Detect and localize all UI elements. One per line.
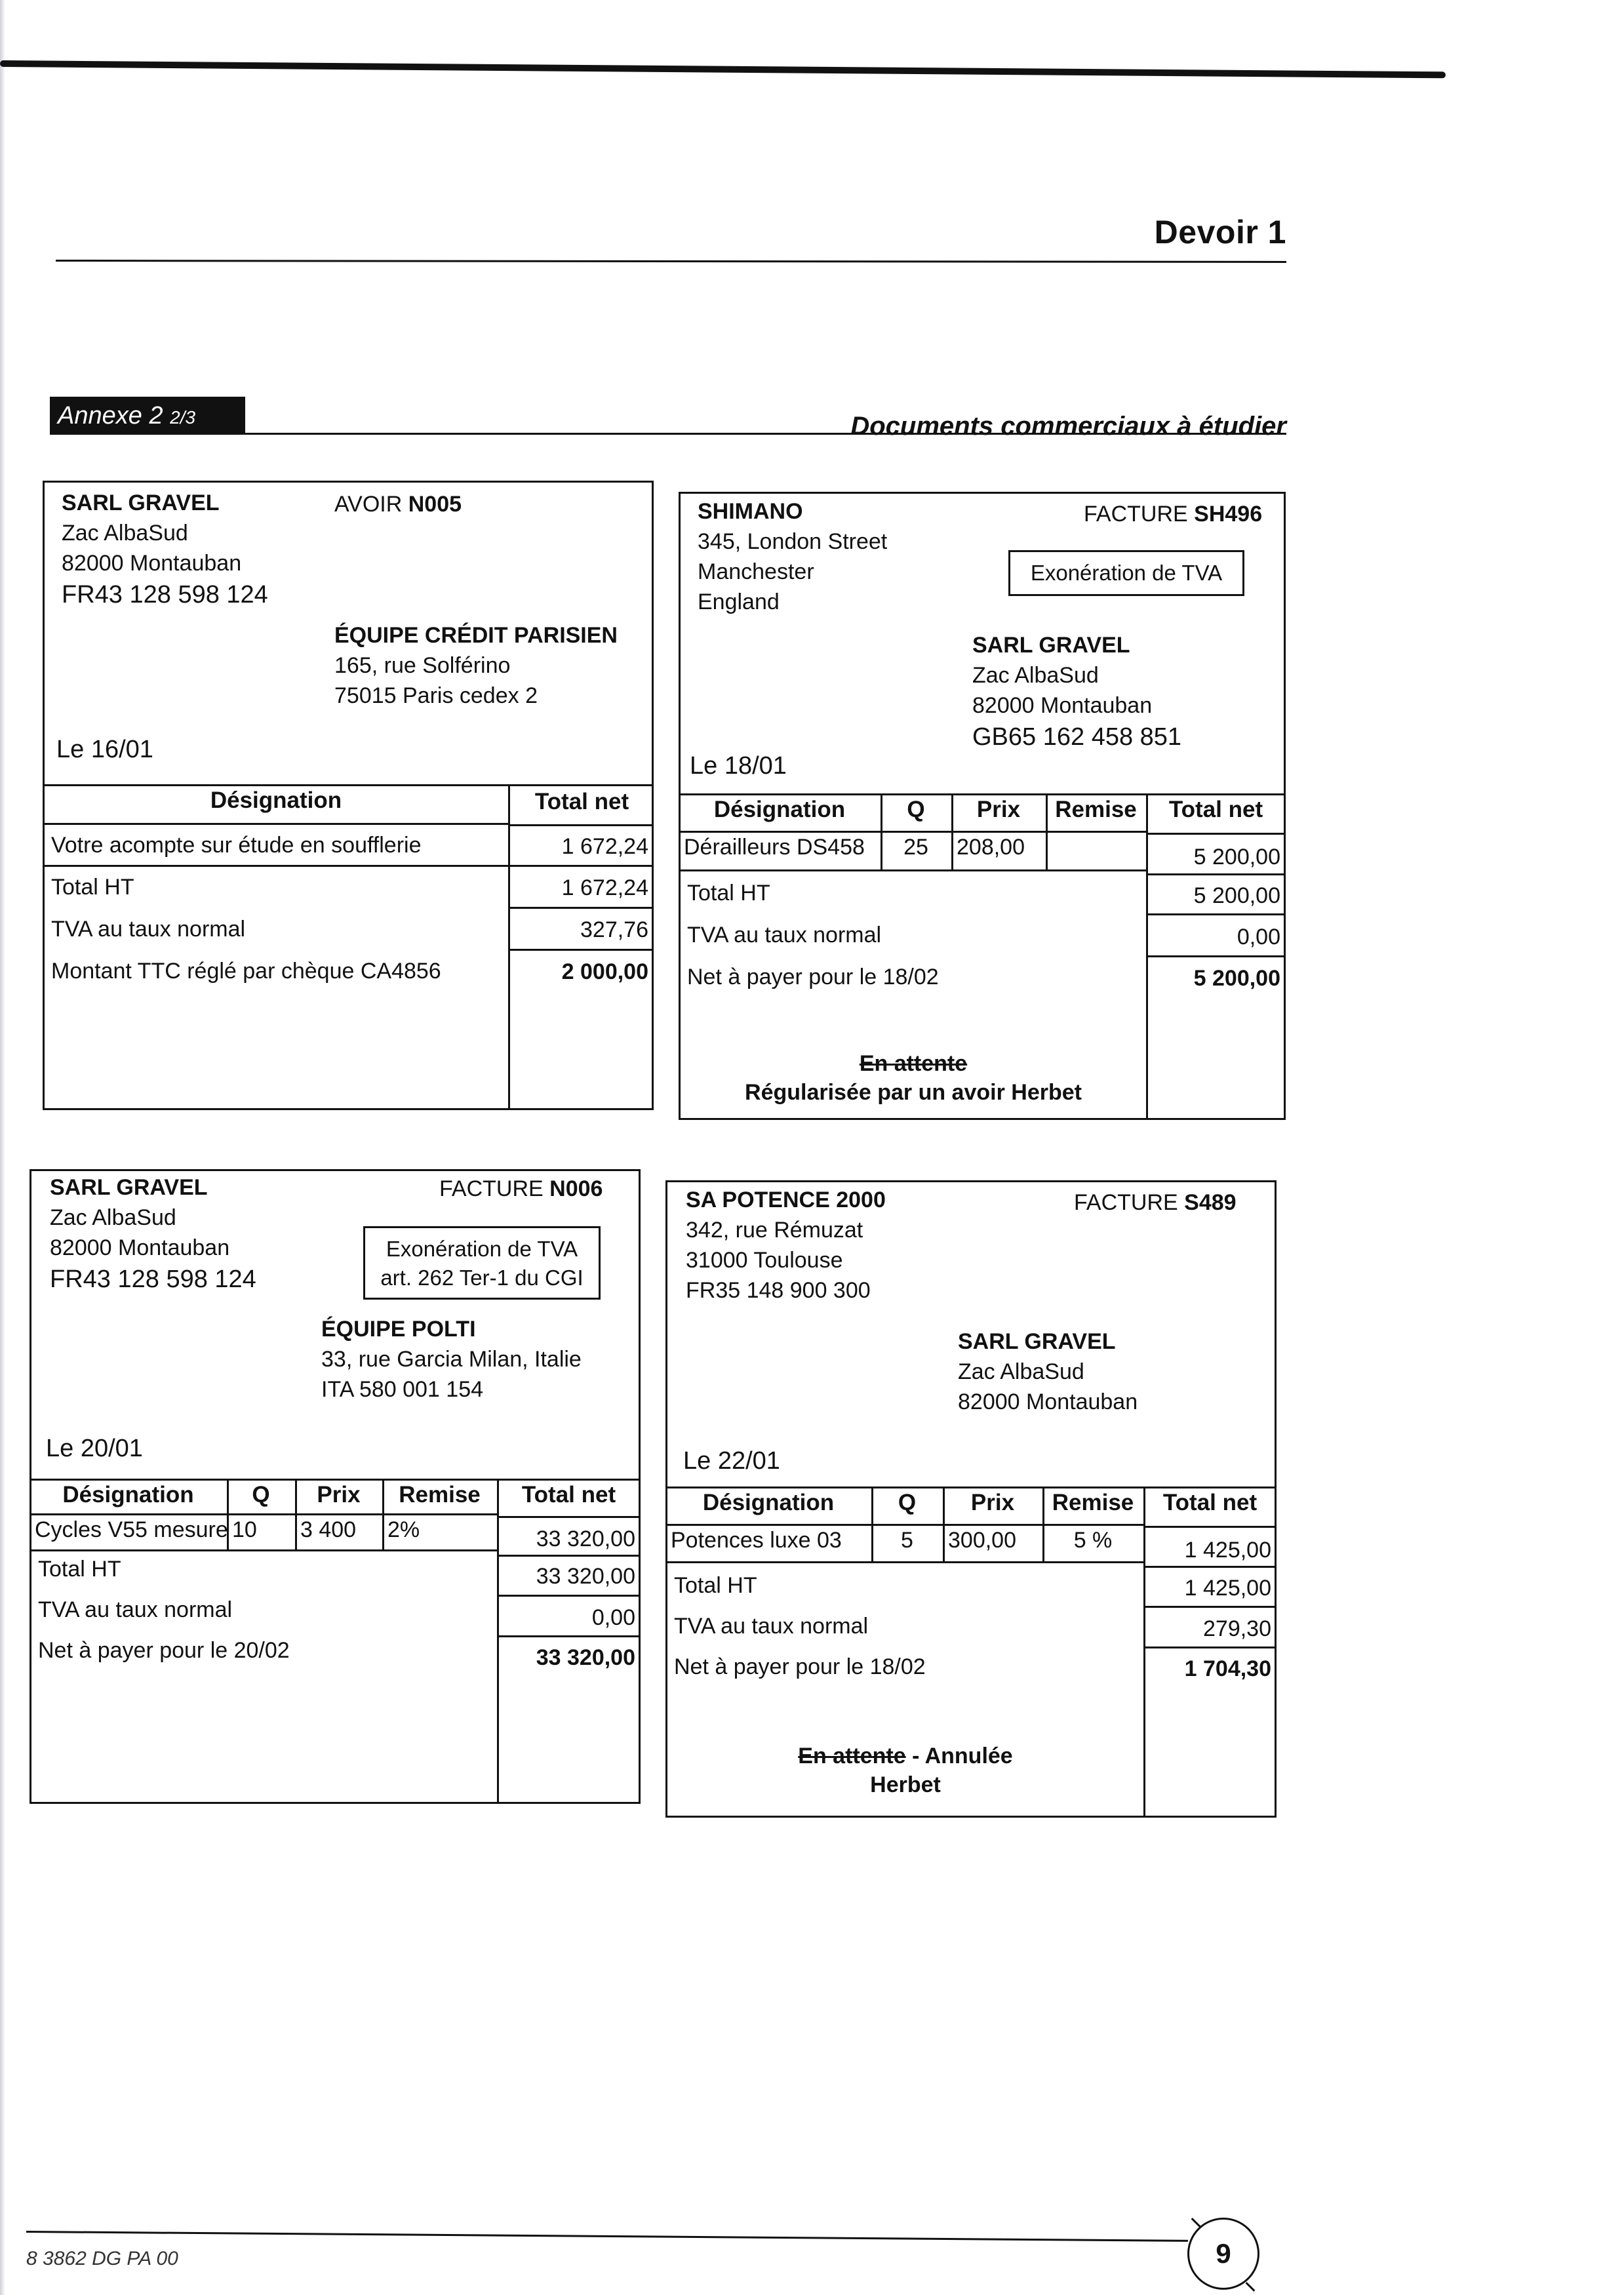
page-badge-tick [1191, 2218, 1201, 2227]
annexe-tag [50, 397, 245, 435]
row-total: 1 672,24 [508, 825, 654, 867]
doc-title [1084, 499, 1262, 529]
doc-title [334, 489, 462, 519]
total-value: 1 704,30 [1184, 1656, 1271, 1681]
total-label: TVA au taux normal [38, 1597, 233, 1622]
row-designation: Cycles V55 mesure [30, 1513, 229, 1551]
total-label: TVA au taux normal [674, 1614, 869, 1639]
col-header: Désignation [665, 1487, 873, 1526]
col-header: Q [871, 1487, 945, 1526]
total-value: 2 000,00 [561, 959, 648, 984]
recipient-name: SARL GRAVEL [958, 1329, 1116, 1354]
total-value: 1 425,00 [1143, 1566, 1277, 1608]
page-title: Devoir 1 [1154, 214, 1286, 250]
issuer-name: SARL GRAVEL [50, 1175, 208, 1200]
col-header: Remise [382, 1479, 499, 1515]
issuer-name: SA POTENCE 2000 [686, 1187, 886, 1212]
issuer-line: Zac AlbaSud [62, 521, 188, 546]
total-value: 5 200,00 [1193, 966, 1280, 991]
doc-number: S489 [1184, 1190, 1237, 1215]
row-quantity: 10 [227, 1513, 297, 1551]
issuer-line: Manchester [698, 559, 814, 584]
status-struck-text: En attente [859, 1051, 968, 1076]
total-label: Net à payer pour le 18/02 [687, 965, 939, 989]
row-quantity: 5 [871, 1524, 945, 1563]
status-note-2: Herbet [870, 1772, 941, 1797]
doc-title [1074, 1187, 1237, 1218]
total-label: Montant TTC réglé par chèque CA4856 [51, 959, 441, 984]
doc-date: Le 20/01 [46, 1435, 143, 1462]
recipient-line: Zac AlbaSud [958, 1359, 1084, 1384]
doc-date: Le 18/01 [690, 752, 787, 780]
section-title: Documents commerciaux à étudier [850, 412, 1286, 441]
doc-date: Le 22/01 [683, 1447, 780, 1475]
total-value: 33 320,00 [536, 1645, 635, 1670]
col-header: Désignation [30, 1479, 229, 1515]
footer-code: 8 3862 DG PA 00 [26, 2248, 178, 2269]
scan-edge [0, 0, 5, 2295]
issuer-name: SARL GRAVEL [62, 490, 220, 515]
row-total: 5 200,00 [1146, 833, 1286, 875]
issuer-line: 342, rue Rémuzat [686, 1218, 863, 1243]
total-value: 33 320,00 [497, 1555, 641, 1597]
total-label: TVA au taux normal [687, 923, 882, 948]
col-header: Q [881, 793, 953, 833]
status-note: Régularisée par un avoir Herbet [745, 1080, 1082, 1105]
row-price: 300,00 [943, 1524, 1044, 1563]
recipient-line: 165, rue Solférino [334, 653, 511, 678]
row-total: 1 425,00 [1143, 1526, 1277, 1568]
col-header: Total net [521, 1482, 616, 1507]
status-struck [681, 1048, 1146, 1079]
vat-exemption-box [1008, 550, 1244, 596]
vat-exemption-box [363, 1226, 601, 1300]
doc-number: N005 [408, 492, 462, 517]
total-value: 0,00 [497, 1597, 641, 1637]
col-header: Total net [1162, 1490, 1258, 1515]
doc-title [439, 1174, 603, 1204]
total-label: Total HT [674, 1573, 757, 1598]
facture-sh496 [679, 492, 1286, 1120]
row-designation: Dérailleurs DS458 [679, 831, 882, 871]
row-designation: Votre acompte sur étude en soufflerie [51, 833, 422, 858]
total-label: Total HT [51, 875, 134, 900]
status-line [667, 1741, 1143, 1771]
total-label: TVA au taux normal [51, 917, 246, 942]
row-discount: 5 % [1042, 1524, 1145, 1563]
total-label: Net à payer pour le 18/02 [674, 1654, 926, 1679]
row-price: 3 400 [295, 1513, 384, 1551]
total-label: Net à payer pour le 20/02 [38, 1638, 290, 1663]
doc-type: AVOIR [334, 492, 403, 517]
avoir-n005 [43, 481, 654, 1110]
recipient-name: SARL GRAVEL [972, 633, 1130, 658]
row-discount [1046, 831, 1148, 871]
row-rule [45, 865, 510, 867]
issuer-line: 82000 Montauban [50, 1235, 230, 1260]
annexe-label: Annexe 2 [58, 402, 163, 429]
row-designation: Potences luxe 03 [665, 1524, 873, 1563]
col-header: Total net [508, 786, 654, 826]
issuer-line: 345, London Street [698, 529, 888, 554]
col-header: Total net [1168, 797, 1263, 822]
row-quantity: 25 [881, 831, 953, 871]
total-label: Total HT [38, 1557, 121, 1582]
exemption-line: art. 262 Ter-1 du CGI [380, 1266, 584, 1290]
status-note: - Annulée [912, 1744, 1013, 1768]
col-header: Remise [1042, 1487, 1145, 1526]
recipient-line: ITA 580 001 154 [321, 1377, 484, 1402]
issuer-line: FR35 148 900 300 [686, 1278, 871, 1303]
col-header: Prix [295, 1479, 384, 1515]
status-struck-text: En attente [798, 1744, 906, 1768]
total-label: Total HT [687, 881, 770, 906]
issuer-line: 31000 Toulouse [686, 1248, 843, 1273]
recipient-vat: GB65 162 458 851 [972, 723, 1182, 751]
facture-n006 [30, 1169, 641, 1804]
issuer-line: 82000 Montauban [62, 551, 242, 576]
issuer-line: Zac AlbaSud [50, 1205, 176, 1230]
col-header: Désignation [43, 784, 509, 825]
top-rule [0, 60, 1446, 78]
exemption-line: Exonération de TVA [1030, 561, 1223, 585]
doc-type: FACTURE [439, 1176, 544, 1201]
recipient-name: ÉQUIPE POLTI [321, 1317, 476, 1342]
doc-type: FACTURE [1074, 1190, 1178, 1215]
recipient-name: ÉQUIPE CRÉDIT PARISIEN [334, 623, 618, 648]
row-price: 208,00 [951, 831, 1048, 871]
row-discount: 2% [382, 1513, 499, 1551]
doc-type: FACTURE [1084, 502, 1188, 527]
col-header: Remise [1046, 793, 1148, 833]
recipient-line: 75015 Paris cedex 2 [334, 683, 538, 708]
total-value: 327,76 [508, 909, 654, 951]
annexe-sub: 2/3 [170, 407, 196, 428]
recipient-line: Zac AlbaSud [972, 663, 1099, 688]
total-value: 279,30 [1143, 1608, 1277, 1648]
col-header: Prix [951, 793, 1048, 833]
total-value: 1 672,24 [508, 867, 654, 909]
header-rule [56, 260, 1286, 263]
row-total: 33 320,00 [497, 1516, 641, 1557]
exemption-line: Exonération de TVA [386, 1237, 578, 1261]
page-number: 9 [1187, 2218, 1259, 2290]
issuer-line: England [698, 589, 780, 614]
issuer-name: SHIMANO [698, 499, 803, 524]
issuer-vat: FR43 128 598 124 [50, 1266, 256, 1293]
footer-rule [26, 2231, 1188, 2242]
total-value: 0,00 [1146, 915, 1286, 957]
facture-s489 [665, 1180, 1277, 1818]
doc-number: N006 [549, 1176, 603, 1201]
col-header: Q [227, 1479, 297, 1515]
page-badge-tick [1246, 2282, 1256, 2292]
issuer-vat: FR43 128 598 124 [62, 581, 268, 609]
recipient-line: 33, rue Garcia Milan, Italie [321, 1347, 582, 1372]
recipient-line: 82000 Montauban [972, 693, 1153, 718]
total-value: 5 200,00 [1146, 873, 1286, 915]
doc-number: SH496 [1194, 502, 1263, 527]
col-header: Prix [943, 1487, 1044, 1526]
col-header: Désignation [679, 793, 882, 833]
recipient-line: 82000 Montauban [958, 1389, 1138, 1414]
doc-date: Le 16/01 [56, 736, 153, 763]
